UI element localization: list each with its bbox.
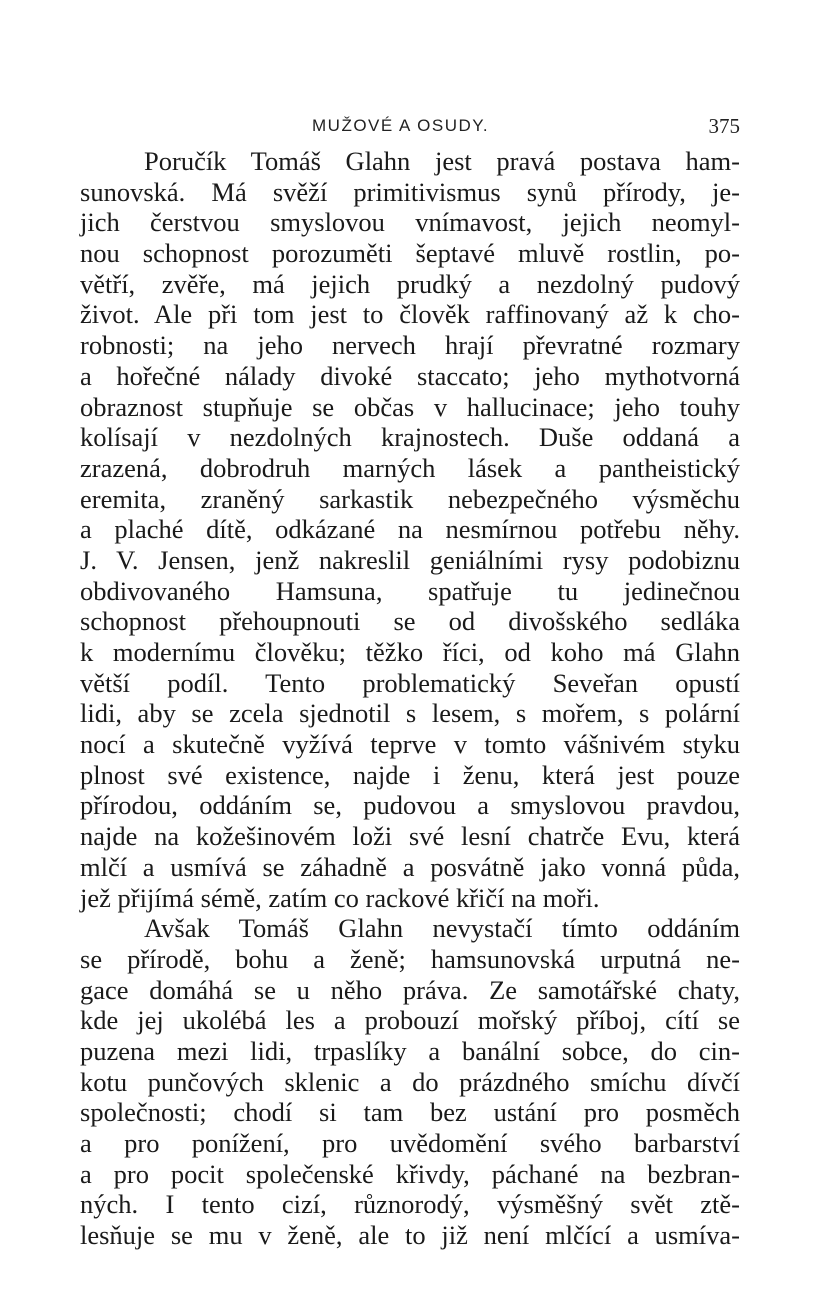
text-line: se přírodě, bohu a ženě; hamsunovská urputná ne- [80, 943, 740, 974]
text-line: kolísají v nezdolných krajnostech. Duše oddaná a [80, 422, 740, 453]
text-line: obdivovaného Hamsuna, spatřuje tu jedinečnou [80, 575, 740, 606]
text-line: společnosti; chodí si tam bez ustání pro posměch [80, 1097, 740, 1128]
text-line: eremita, zraněný sarkastik nebezpečného výsměchu [80, 483, 740, 514]
text-line: sunovská. Má svěží primitivismus synů přírody, je- [80, 176, 740, 207]
text-line: Poručík Tomáš Glahn jest pravá postava ham- [144, 146, 740, 176]
text-line: nou schopnost porozuměti šeptavé mluvě rostlin, po- [80, 238, 740, 269]
page-number: 375 [708, 114, 740, 138]
text-line: život. Ale při tom jest to člověk raffinovaný až k cho- [80, 299, 740, 330]
running-head: MUŽOVÉ A OSUDY. [312, 116, 490, 135]
text-line: puzena mezi lidi, trpaslíky a banální sobce, do cin- [80, 1035, 740, 1066]
text-line: ných. I tento cizí, různorodý, výsměšný svět ztě- [80, 1189, 740, 1220]
text-line: a hořečné nálady divoké staccato; jeho mythotvorná [80, 360, 740, 391]
text-line: větří, zvěře, má jejich prudký a nezdolný pudový [80, 268, 740, 299]
text-line: a pro ponížení, pro uvědomění svého barbarství [80, 1128, 740, 1158]
text-line: gace domáhá se u něho práva. Ze samotářské chaty, [80, 974, 740, 1005]
text-line: zrazená, dobrodruh marných lásek a pantheistický [80, 452, 740, 483]
page-header [80, 112, 740, 142]
text-line: obraznost stupňuje se občas v hallucinace; jeho touhy [80, 391, 740, 422]
body-text [80, 146, 740, 1251]
text-line: lidi, aby se zcela sjednotil s lesem, s mořem, s polární [80, 698, 740, 729]
text-line: mlčí a usmívá se záhadně a posvátně jako vonná půda, [80, 851, 740, 882]
text-line: a plaché dítě, odkázané na nesmírnou potřebu něhy. [80, 514, 740, 545]
text-line: nocí a skutečně vyžívá teprve v tomto vášnivém styku [80, 729, 740, 760]
text-line: kde jej ukolébá les a probouzí mořský příboj, cítí se [80, 1005, 740, 1036]
text-line: plnost své existence, najde i ženu, která jest pouze [80, 759, 740, 790]
text-line: jež přijímá sémě, zatím co rackové křičí na moři. [80, 882, 600, 913]
text-line: kotu punčových sklenic a do prázdného smíchu dívčí [80, 1066, 740, 1097]
text-line: schopnost přehoupnouti se od divošského sedláka [80, 606, 740, 637]
text-line: lesňuje se mu v ženě, ale to již není mlčící a usmíva- [80, 1220, 740, 1251]
text-line: jich čerstvou smyslovou vnímavost, jejich neomyl- [80, 207, 740, 238]
text-line: Avšak Tomáš Glahn nevystačí tímto oddáním [144, 913, 740, 944]
text-line: větší podíl. Tento problematický Seveřan opustí [80, 667, 740, 698]
text-line: přírodou, oddáním se, pudovou a smyslovou pravdou, [80, 790, 740, 821]
text-line: k modernímu člověku; těžko říci, od koho má Glahn [80, 637, 740, 667]
text-line: najde na kožešinovém loži své lesní chatrče Evu, která [80, 821, 740, 852]
text-line: a pro pocit společenské křivdy, páchané na bezbran- [80, 1158, 740, 1189]
text-line: robnosti; na jeho nervech hrají převratné rozmary [80, 330, 740, 361]
text-line: J. V. Jensen, jenž nakreslil geniálními rysy podobiznu [80, 544, 740, 575]
